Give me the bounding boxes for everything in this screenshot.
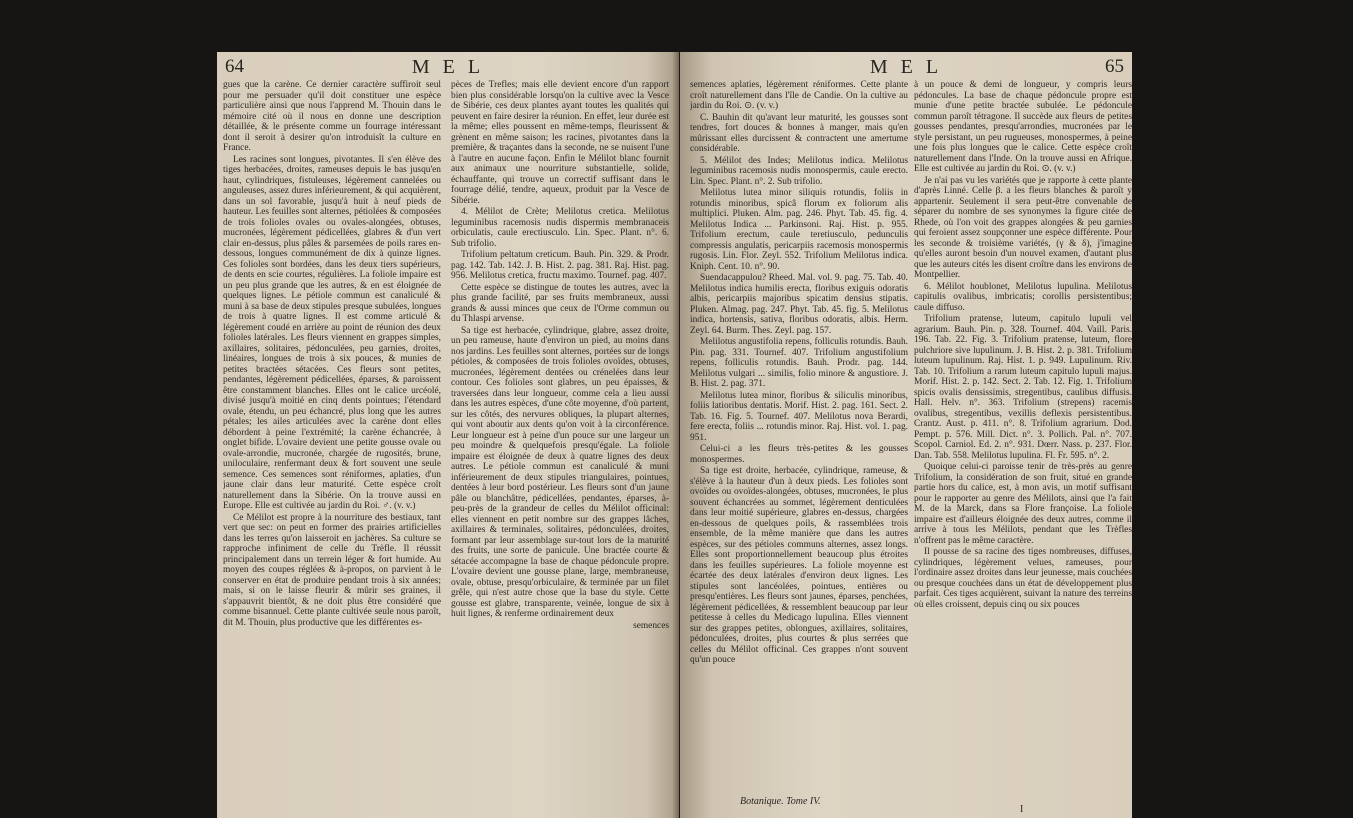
left-page-header bbox=[217, 56, 679, 78]
paragraph: 5. Mélilot des Indes; Melilotus indica. Melilotus leguminibus racemosis nudis monospermis, caule erecto. Lin. Spec. Plant. n°. 2. Sub trifolio. bbox=[690, 155, 908, 187]
paragraph: Il pousse de sa racine des tiges nombreuses, diffuses, cylindriques, légèrement velues, rameuses, pour l'ordinaire assez droites dans leur jeunesse, mais couchées ou presque couchées dans un état de développement plus parfait. Ces tiges acquièrent, suivant la nature des terreins où elles croissent, depuis cinq ou six pouces bbox=[914, 547, 1132, 610]
right-running-title: M E L bbox=[869, 56, 943, 78]
paragraph: Je n'ai pas vu les variétés que je rapporte à cette plante d'après Linné. Celle β. a les fleurs blanches & paroît y appartenir. Seulement il sera peut-être convenable de séparer du nombre de ses synonymes la figure citée de Rhede, où l'on voit des grappes alongées & peu garnies qui feroient assez soupçonner une espèce différente. Pour les seconde & troisième variétés, (γ & δ), j'imagine qu'elles auront besoin d'un nouvel examen, d'autant plus que les auteurs cités les disent croître dans les environs de Montpellier. bbox=[914, 175, 1132, 280]
paragraph: pèces de Trefles; mais elle devient encore d'un rapport bien plus considérable lorsqu'on la cultive avec la Vesce de Sibérie, ces deux plantes ayant toutes les qualités qui peuvent en faire desirer la réunion. En effet, leur durée est la même; elles poussent en même-temps, fleurissent & grènent en même saison; les racines, pivotantes dans la première, & traçantes dans la seconde, ne se nuisent l'une à l'autre en aucune façon. Enfin le Mélilot blanc fournit aux animaux une nourriture substantielle, solide, échauffante, qui trouve un correctif suffisant dans le fourrage délié, tendre, aqueux, produit par la Vesce de Sibérie. bbox=[451, 80, 669, 206]
left-column-1 bbox=[223, 80, 441, 629]
paragraph: Trifolium peltatum creticum. Bauh. Pin. 329. & Prodr. pag. 142. Tab. 142. J. B. Hist. 2. pag. 381. Raj. Hist. pag. 956. Melilotus cretica, fructu maximo. Tournef. pag. 407. bbox=[451, 250, 669, 281]
signature-mark: I bbox=[1020, 804, 1024, 815]
paragraph: gues que la carène. Ce dernier caractère suffiroit seul pour me persuader qu'il doit constituer une espèce particulière ainsi que nous l'apprend M. Thouin dans le mémoire cité où il nous en donne une description détaillée, & le présente comme un fourrage intéressant dont il seroit à desirer qu'on introduisît la culture en France. bbox=[223, 80, 441, 153]
paragraph: 6. Mélilot houblonet, Melilotus lupulina. Melilotus capitulis ovalibus, imbricatis; corollis persistentibus; caule diffuso. bbox=[914, 281, 1132, 313]
catchword: semences bbox=[633, 620, 669, 631]
volume-footer: Botanique. Tome IV. bbox=[740, 796, 821, 807]
paragraph: Melilotus angustifolia repens, folliculis rotundis. Bauh. Pin. pag. 331. Tournef. 407. Trifolium angustifolium repens, folliculis rotundis. Bauh. Prodr. pag. 144. Melilotus vulgari ... similis, folio minore & angustiore. J. B. Hist. 2. pag. 371. bbox=[690, 337, 908, 389]
paragraph: C. Bauhin dit qu'avant leur maturité, les gousses sont tendres, fort douces & bonnes à manger, mais qu'en mûrissant elles durcissent & contractent une amertume considérable. bbox=[690, 112, 908, 154]
paragraph: Cette espèce se distingue de toutes les autres, avec la plus grande facilité, par ses fruits membraneux, aussi grands & aussi minces que ceux de l'Orme commun ou du Thlaspi arvense. bbox=[451, 282, 669, 324]
right-page-header bbox=[680, 56, 1132, 78]
right-page-number: 65 bbox=[1105, 56, 1124, 77]
paragraph: à un pouce & demi de longueur, y compris leurs pédoncules. La base de chaque pédoncule propre est munie d'une petite bractée subulée. Le pédoncule commun paroît tétragone. Il succède aux fleurs de petites gousses pendantes, presqu'arrondies, mucronées par le style persistant, un peu rugueuses, monospermes, à peine une fois plus longues que le calice. Cette espèce croît naturellement dans l'Inde. On la trouve aussi en Afrique. Elle est cultivée au jardin du Roi. ⊙. (v. v.) bbox=[914, 80, 1132, 174]
paragraph: Suendacappulou? Rheed. Mal. vol. 9. pag. 75. Tab. 40. Melilotus indica humilis erecta, floribus exiguis odoratis albis, pericarpiis majoribus spicatim densius stipatis. Pluken. Almag. pag. 247. Phyt. Tab. 45. fig. 5. Melilotus indica, hortensis, sativa, floribus odoratis, albis. Herm. Zeyl. 64. Burm. Thes. Zeyl. pag. 157. bbox=[690, 273, 908, 336]
left-page-number: 64 bbox=[225, 56, 244, 77]
right-column-1 bbox=[690, 80, 908, 790]
paragraph: Ce Mélilot est propre à la nourriture des bestiaux, tant vert que sec: on peut en former des prairies artificielles dans les terres qu'on laisseroit en jachères. Sa culture se rapproche infiniment de celle du Trèfle. Il réussit principalement dans un terrein léger & fort humide. Au moyen des coupes réglées & à-propos, on parvient à le conserver en état de produire pendant trois à six années; mais, si on le laisse fleurir & mûrir ses graines, il s'appauvrit bientôt, & ne doit plus être considéré que comme bisannuel. Cette plante cultivée seule nous paroît, dit M. Thouin, plus productive que les différentes es- bbox=[223, 512, 441, 628]
paragraph: Les racines sont longues, pivotantes. Il s'en élève des tiges herbacées, droites, rameuses depuis le bas jusqu'en haut, cylindriques, fistuleuses, légèrement cannelées ou anguleuses, assez dures inférieurement, & qui acquièrent, dans un sol favorable, jusqu'à huit à neuf pieds de hauteur. Les feuilles sont alternes, pétiolées & composées de trois folioles ovales ou ovales-alongées, obtuses, mucronées, légèrement pédicellées, glabres & d'un vert clair en-dessus, plus pâles & parsemées de poils rares en-dessous, longues communément de dix à quinze lignes. Ces folioles sont bordées, dans les deux tiers supérieurs, de dents en scie courtes, régulières. La foliole impaire est un peu plus grande que les autres, & en est éloignée de quelques lignes. Le pétiole commun est canaliculé & muni à sa base de deux stipules presque subulées, longues de trois à quatre lignes. Il est comme articulé & légèrement coudé en arrière au point de réunion des deux folioles latérales. Les fleurs viennent en grappes simples, axillaires, solitaires, pédonculées, peu garnies, droites, linéaires, longues de trois à six pouces, & munies de petites bractées sétacées. Ces fleurs sont petites, pendantes, légèrement pédicellées, éparses, & paroissent être constamment blanches. Elles ont le calice urcéolé, divisé jusqu'à moitié en cinq dents pointues; l'étendard ovale, étendu, un peu échancré, plus long que les autres pétales; les ailes articulées avec la carène dont elles débordent à peine l'extrémité; la carène échancrée, à onglet bifide. L'ovaire devient une petite gousse ovale ou ovale-arrondie, mucronée, chargée de rugosités, brune, uniloculaire, renfermant deux & fort souvent une seule semence. Ces semences sont réniformes, aplaties, d'un jaune clair dans leur maturité. Cette espèce croît naturellement dans la Sibérie. On la trouve aussi en Europe. Elle est cultivée au jardin du Roi. ♂. (v. v.) bbox=[223, 154, 441, 511]
right-page bbox=[680, 52, 1132, 818]
paragraph: Trifolium pratense, luteum, capitulo lupuli vel agrarium. Bauh. Pin. p. 328. Tournef. 404. Vaill. Paris. 196. Tab. 22. Fig. 3. Trifolium pratense, luteum, flore pulchriore sive lupulinum. J. B. Hist. 2. p. 381. Trifolium luteum lupulinum. Raj. Hist. 1. p. 949. Lupulinum. Riv. Tab. 10. Trifolium a rarum luteum capitulo lupuli majus. Morif. Hist. 2. p. 142. Sect. 2. Tab. 12. Fig. 1. Trifolium spicis ovalis densissimis, stregentibus, caulibus diffusis. Hall. Helv. n°. 363. Trifolium (strepens) racemis ovalibus, stregentibus, vexillis deflexis persistentibus. Crantz. Aust. p. 411. n°. 8. Trifolium agrarium. Dod. Pempt. p. 576. Mill. Dict. n°. 3. Pollich. Pal. n°. 707. Scopol. Carniol. Ed. 2. n°. 931. Dœrr. Nass. p. 237. Flor. Dan. Tab. 558. Melilotus lupulina. Fl. Fr. 595. n°. 2. bbox=[914, 314, 1132, 461]
paragraph: Sa tige est droite, herbacée, cylindrique, rameuse, & s'élève à la hauteur d'un à deux pieds. Les folioles sont ovoïdes ou ovoïdes-alongées, obtuses, mucronées, le plus souvent échancrées au sommet, légèrement denticulées dans leur moitié supérieure, glabres en-dessus, chargées en-dessous de quelques poils, & rassemblées trois ensemble, de la même manière que dans les autres espèces, sur des pétioles communs alternes, assez longs. Elles sont proportionnellement beaucoup plus étroites dans les feuilles supérieures. La foliole moyenne est écartée des deux latérales d'environ deux lignes. Les stipules sont lancéolées, pointues, entières ou presqu'entières. Les fleurs sont jaunes, éparses, penchées, légèrement pédicellées, & ressemblent beaucoup par leur petitesse à celles du Medicago lupulina. Elles viennent sur des grappes petites, oblongues, axillaires, solitaires, pédonculées, droites, plus courtes & plus serrées que celles du Mélilot officinal. Ces grappes n'ont souvent qu'un pouce bbox=[690, 466, 908, 665]
paragraph: semences aplaties, légèrement réniformes. Cette plante croît naturellement dans l'île de Candie. On la cultive au jardin du Roi. ⊙. (v. v.) bbox=[690, 80, 908, 111]
left-column-2 bbox=[451, 80, 669, 632]
paragraph: Sa tige est herbacée, cylindrique, glabre, assez droite, un peu rameuse, haute d'environ un pied, au moins dans nos jardins. Les feuilles sont alternes, portées sur de longs pétioles, & composées de trois folioles ovoïdes, obtuses, mucronées, légèrement dentées ou crénelées dans leur contour. Ces folioles sont glabres, un peu épaisses, & traversées dans leur longueur, comme cela a lieu aussi dans les autres espèces, d'une côte moyenne, d'où partent, sur les côtés, des nervures obliques, la plupart alternes, qui vont aboutir aux dents qu'on voit à la circonférence. Leur longueur est à peine d'un pouce sur une largeur un peu moindre & quelquefois presqu'égale. La foliole impaire est éloignée de deux à quatre lignes des deux autres. Le pétiole commun est canaliculé & muni inférieurement de deux stipules triangulaires, pointues, dentées à leur bord postérieur. Les fleurs sont d'un jaune pâle ou blanchâtre, pédicellées, pendantes, éparses, à-peu-près de la grandeur de celles du Mélilot officinal: elles viennent en petit nombre sur des grappes lâches, axillaires & terminales, solitaires, pédonculées, droites, formant par leur assemblage sur-tout lors de la maturité des fruits, une sorte de panicule. Une bractée courte & sétacée accompagne la base de chaque pédoncule propre. L'ovaire devient une gousse plane, large, membraneuse, ovale, obtuse, presqu'orbiculaire, & terminée par un filet grêle, qui n'est autre chose que la base du style. Cette gousse est glabre, transparente, veinée, longue de six à huit lignes, & renferme ordinairement deux bbox=[451, 325, 669, 619]
paragraph: Celui-ci a les fleurs très-petites & les gousses monospermes. bbox=[690, 444, 908, 465]
paragraph: Melilotus lutea minor siliquis rotundis, foliis in rotundis minoribus, spicâ florum ex foliorum alis multiplici. Pluken. Alm. pag. 246. Phyt. Tab. 45. fig. 4. Melilotus Indica ... Parkinsoni. Raj. Hist. p. 955. Trifolium erectum, caule teretiusculo, pedunculis compressis angulatis, pericarpiis racemosis monospermis rugosis. Lin. Flor. Zeyl. 552. Trifolium Melilotus indica. Kniph. Cent. 10. n°. 90. bbox=[690, 188, 908, 272]
paragraph: Melilotus lutea minor, floribus & siliculis minoribus, foliis latioribus dentatis. Morif. Hist. 2. pag. 161. Sect. 2. Tab. 16. Fig. 5. Tournef. 407. Melilotus nova Berardi, fere erecta, foliis ... rotundis minor. Raj. Hist. vol. 1. pag. 951. bbox=[690, 390, 908, 443]
left-page bbox=[217, 52, 679, 818]
left-running-title: M E L bbox=[411, 56, 485, 78]
paragraph: 4. Mélilot de Crète; Melilotus cretica. Melilotus leguminibus racemosis nudis dispermis membranaceis orbiculatis, caule erectiusculo. Lin. Spec. Plant. n°. 6. Sub trifolio. bbox=[451, 207, 669, 249]
right-column-2 bbox=[914, 80, 1132, 790]
paragraph: Quoique celui-ci paroisse tenir de très-près au genre Trifolium, la considération de son fruit, situé en grande partie hors du calice, est, à mon avis, un motif suffisant pour le rapporter au genre des Mélilots, ainsi que l'a fait M. de la Marck, dans sa Flore françoise. La foliole impaire est d'ailleurs éloignée des deux autres, comme il arrive à tous les Mélilots, pendant que les Trèfles n'offrent pas le même caractère. bbox=[914, 462, 1132, 546]
